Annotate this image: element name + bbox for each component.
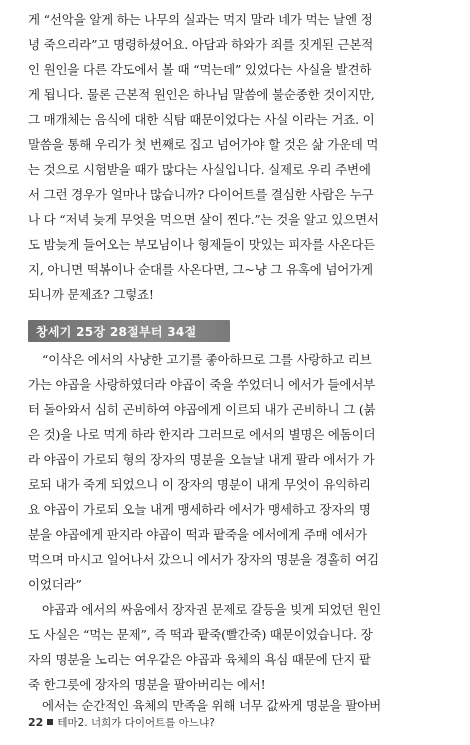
text-line: 말씀을 통해 우리가 첫 번째로 집고 넘어가야 할 것은 삶 가운데 먹 [28,137,379,152]
text-line: 도 밤늦게 들어오는 부모님이나 형제들이 맛있는 피자를 사온다든 [28,237,376,252]
text-line: 야곱과 에서의 싸움에서 장자권 문제로 갈등을 빚게 되었던 원인 [42,602,381,617]
square-bullet-icon [47,719,53,725]
text-line: 에서는 순간적인 육체의 만족을 위해 너무 값싸게 명분을 팔아버 [42,698,381,713]
quote-line: 라 야곱이 가로되 형의 장자의 명분을 오늘날 내게 팔라 에서가 가 [28,452,375,467]
text-line: 죽 한그릇에 장자의 명분을 팔아버리는 에서! [28,677,266,692]
quote-line: 이었더라” [28,577,82,592]
text-line: 도 사실은 “먹는 문제”, 즉 떡과 팥죽(빨간죽) 때문이었습니다. 장 [28,627,373,642]
text-line: 게 됩니다. 물론 근본적 원인은 하나님 말씀에 불순종한 것이지만, [28,87,375,102]
quote-line: 먹으며 마시고 일어나서 갔으니 에서가 장자의 명분을 경홀히 여김 [28,552,379,567]
running-title: 테마2. 너희가 다이어트를 아느냐? [57,717,215,729]
text-line: 나 다 “저녁 늦게 무엇을 먹으면 살이 찐다.”는 것을 알고 있으면서 [28,212,379,227]
quote-line: 요 야곱이 가로되 오늘 내게 맹세하라 에서가 맹세하고 장자의 명 [28,502,371,517]
quote-line: 분을 야곱에게 판지라 야곱이 떡과 팥죽을 에서에게 주매 에서가 [28,527,367,542]
scripture-reference-banner [28,320,230,342]
text-line: 녕 죽으리라”고 명령하셨어요. 아담과 하와가 죄를 짓게된 근본적 [28,37,374,52]
text-line: 그 매개체는 음식에 대한 식탐 때문이었다는 사실 이라는 거죠. 이 [28,112,375,127]
text-line: 게 “선악을 알게 하는 나무의 실과는 먹지 말라 네가 먹는 날엔 정 [28,12,373,27]
quote-line: 가는 야곱을 사랑하였더라 야곱이 죽을 쑤었더니 에서가 들에서부 [28,377,376,392]
quote-line: 로되 내가 죽게 되었으니 이 장자의 명분이 내게 무엇이 유익하리 [28,477,371,492]
quote-line: 은 것)을 나로 먹게 하라 한지라 그러므로 에서의 별명은 에돔이더 [28,427,376,442]
page-footer [28,715,215,729]
quote-line: 터 돌아와서 심히 곤비하여 야곱에게 이르되 내가 곤비하니 그 (붉 [28,402,376,417]
text-line: 인 원인을 다른 각도에서 볼 때 “먹는데” 있었다는 사실을 발견하 [28,62,372,77]
text-line: 는 것으로 시험받을 때가 많다는 사실입니다. 실제로 우리 주변에 [28,162,371,177]
text-line: 되니까 문제죠? 그렇죠! [28,287,154,302]
page-number: 22 [28,716,44,729]
text-line: 자의 명분을 노리는 여우같은 야곱과 육체의 욕심 때문에 단지 팥 [28,652,371,667]
text-line: 서 그런 경우가 얼마나 많습니까? 다이어트를 결심한 사람은 누구 [28,187,374,202]
scripture-reference-label: 창세기 25장 28절부터 34절 [36,325,197,339]
quote-line: “이삭은 에서의 사냥한 고기를 좋아하므로 그를 사랑하고 리브 [42,352,372,367]
text-line: 지, 아니면 떡볶이나 순대를 사온다면, 그~냥 그 유혹에 넘어가게 [28,262,373,277]
